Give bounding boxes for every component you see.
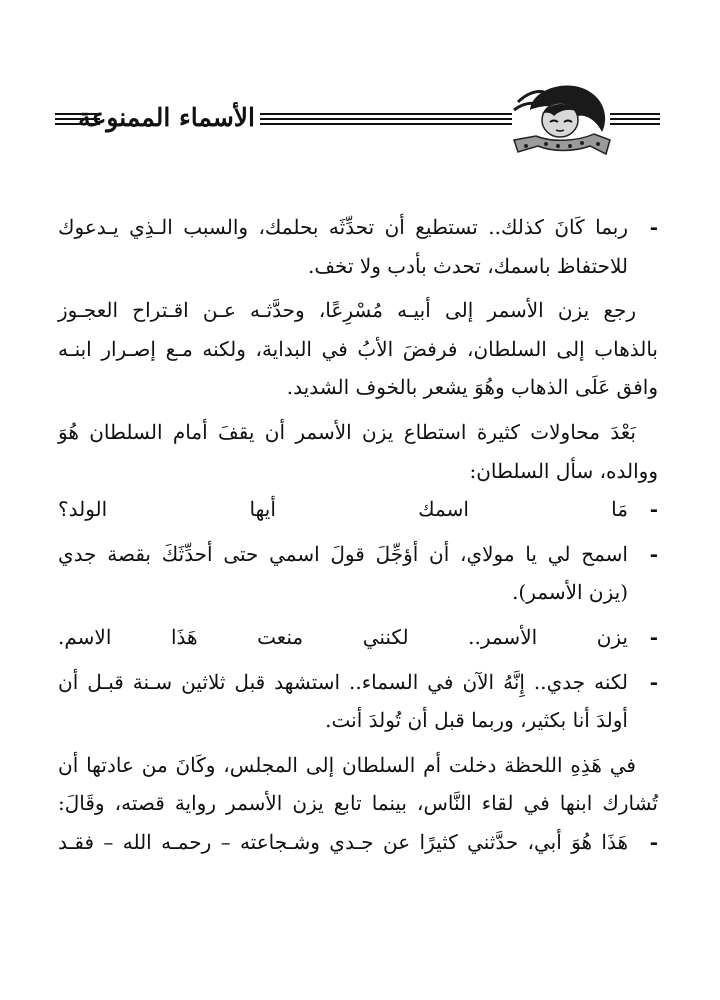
line-text: (يزن الأسمر). [512, 580, 628, 605]
line-text: هَذَا هُوَ أبي، حدَّثني كثيرًا عن جـدي وشـجاعته – رحمـه الله – فقـد [58, 829, 628, 854]
paragraph-line: بالذهاب إلى السلطان، فرفضَ الأبُ في البداية، ولكنه مـع إصـرار ابنـه [58, 336, 658, 361]
dialogue-line [58, 618, 658, 657]
line-text: للاحتفاظ باسمك، تحدث بأدب ولا تخف. [307, 253, 628, 278]
header-rule-middle [260, 113, 512, 125]
paragraph-line: تُشارك ابنها في لقاء النَّاس، بينما تابع يزن الأسمر رواية قصته، وقَالَ: [58, 791, 658, 816]
line-text: مَا اسمك أيها الولد؟ [58, 497, 628, 522]
page-header [55, 80, 660, 160]
line-text: يزن الأسمر.. لكنني منعت هَذَا الاسم. [58, 624, 628, 649]
bullet-marker: - [649, 829, 658, 854]
dialogue-line [58, 490, 658, 529]
paragraph-line: رجع يزن الأسمر إلى أبيـه مُسْرِعًا، وحدَّثـه عـن اقـتراح العجـوز [58, 298, 636, 323]
header-rule-right [610, 113, 660, 125]
dialogue-line [58, 535, 658, 574]
bullet-marker: - [649, 215, 658, 239]
bullet-marker: - [649, 497, 658, 522]
paragraph-line: ووالده، سأل السلطان: [469, 458, 658, 483]
page-body [58, 208, 658, 862]
line-text: أولدَ أنا بكثير، وربما قبل أن تُولدَ أنت. [325, 708, 628, 733]
bullet-marker: - [649, 669, 658, 694]
line-text: لكنه جدي.. إِنَّهُ الآن في السماء.. استشهد قبل ثلاثين سـنة قبـل أن [58, 669, 629, 694]
paragraph-line: وافق عَلَى الذهاب وهُوَ يشعر بالخوف الشديد. [286, 375, 658, 400]
line-text: ربما كَانَ كذلك.. تستطيع أن تحدِّثَه بحلمك، والسبب الـذِي يـدعوك [58, 215, 628, 239]
dialogue-line [58, 208, 658, 247]
girl-with-scarf-illustration [510, 80, 620, 160]
dialogue-line [58, 663, 658, 702]
dialogue-line [58, 823, 658, 862]
bullet-marker: - [649, 541, 658, 566]
paragraph-line: بَعْدَ محاولات كثيرة استطاع يزن الأسمر أن يقفَ أمام السلطان هُوَ [58, 419, 636, 444]
line-text: اسمح لي يا مولاي، أن أؤجِّلَ قولَ اسمي حتى أحدِّثَكَ بقصة جدي [58, 541, 628, 566]
bullet-marker: - [649, 624, 658, 649]
book-title: الأسماء الممنوعة [78, 103, 255, 132]
paragraph-line: في هَذِهِ اللحظة دخلت أم السلطان إلى المجلس، وكَانَ من عادتها أن [58, 752, 636, 777]
